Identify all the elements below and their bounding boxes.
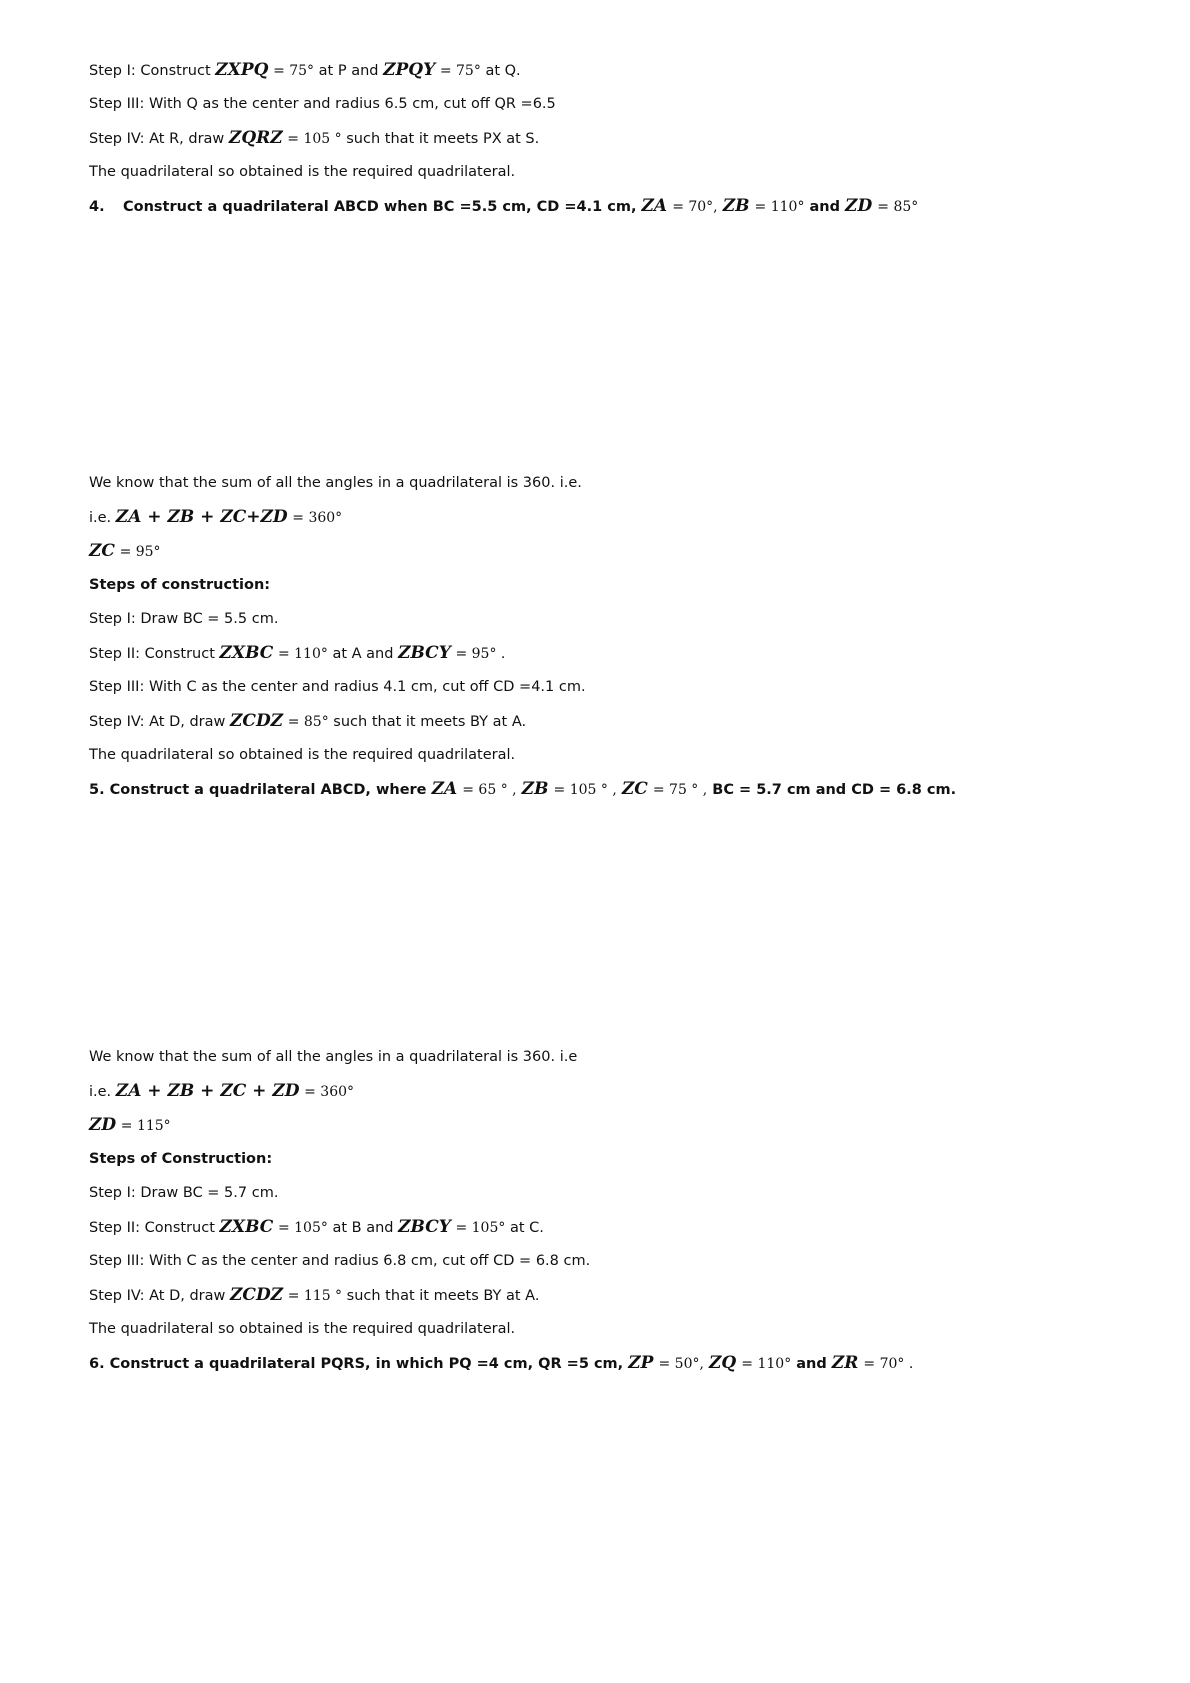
angle-sum-statement: We know that the sum of all the angles in a quadrilateral is 360. i.e. bbox=[89, 475, 582, 491]
step-3-cut-off-qr: Step III: With Q as the center and radius 6.5 cm, cut off QR =6.5 bbox=[89, 96, 556, 112]
question-5-heading: 5. Construct a quadrilateral ABCD, where ZA = 65 ° , ZB = 105 ° , ZC = 75 ° , BC = 5.7 cm and CD = 6.8 cm. bbox=[89, 779, 957, 799]
angle-c-result: ZC = 95° bbox=[89, 541, 161, 561]
conclusion-text: The quadrilateral so obtained is the required quadrilateral. bbox=[89, 1321, 516, 1337]
step-4-draw-angle-qrz: Step IV: At R, draw ZQRZ = 105 ° such that it meets PX at S. bbox=[89, 128, 540, 148]
step-1-draw-bc: Step I: Draw BC = 5.7 cm. bbox=[89, 1185, 279, 1201]
angle-sum-equation: i.e. ZA + ZB + ZC + ZD = 360° bbox=[89, 1081, 355, 1101]
step-2-construct-angles-bc: Step II: Construct ZXBC = 110° at A and ZBCY = 95° . bbox=[89, 643, 506, 663]
step-4-draw-angle-cdz: Step IV: At D, draw ZCDZ = 85° such that it meets BY at A. bbox=[89, 711, 527, 731]
steps-heading: Steps of construction: bbox=[89, 577, 271, 593]
question-6-heading: 6. Construct a quadrilateral PQRS, in which PQ =4 cm, QR =5 cm, ZP = 50°, ZQ = 110° and ZR = 70° . bbox=[89, 1353, 914, 1373]
angle-sum-statement: We know that the sum of all the angles in a quadrilateral is 360. i.e bbox=[89, 1049, 578, 1065]
step-3-cut-off-cd: Step III: With C as the center and radius 6.8 cm, cut off CD = 6.8 cm. bbox=[89, 1253, 591, 1269]
step-2-construct-angles-pq: Step I: Construct ZXPQ = 75° at P and ZPQY = 75° at Q. bbox=[89, 60, 521, 80]
step-3-cut-off-cd: Step III: With C as the center and radius 4.1 cm, cut off CD =4.1 cm. bbox=[89, 679, 586, 695]
conclusion-text: The quadrilateral so obtained is the required quadrilateral. bbox=[89, 747, 516, 763]
step-4-draw-angle-cdz: Step IV: At D, draw ZCDZ = 115 ° such that it meets BY at A. bbox=[89, 1285, 540, 1305]
step-2-construct-angles-bc: Step II: Construct ZXBC = 105° at B and ZBCY = 105° at C. bbox=[89, 1217, 544, 1237]
question-4-heading: 4. Construct a quadrilateral ABCD when BC =5.5 cm, CD =4.1 cm, ZA = 70°, ZB = 110° and ZD = 85° bbox=[89, 196, 919, 216]
steps-heading: Steps of Construction: bbox=[89, 1151, 273, 1167]
conclusion-text: The quadrilateral so obtained is the required quadrilateral. bbox=[89, 164, 516, 180]
step-1-draw-bc: Step I: Draw BC = 5.5 cm. bbox=[89, 611, 279, 627]
angle-d-result: ZD = 115° bbox=[89, 1115, 171, 1135]
angle-sum-equation: i.e. ZA + ZB + ZC+ZD = 360° bbox=[89, 507, 343, 527]
